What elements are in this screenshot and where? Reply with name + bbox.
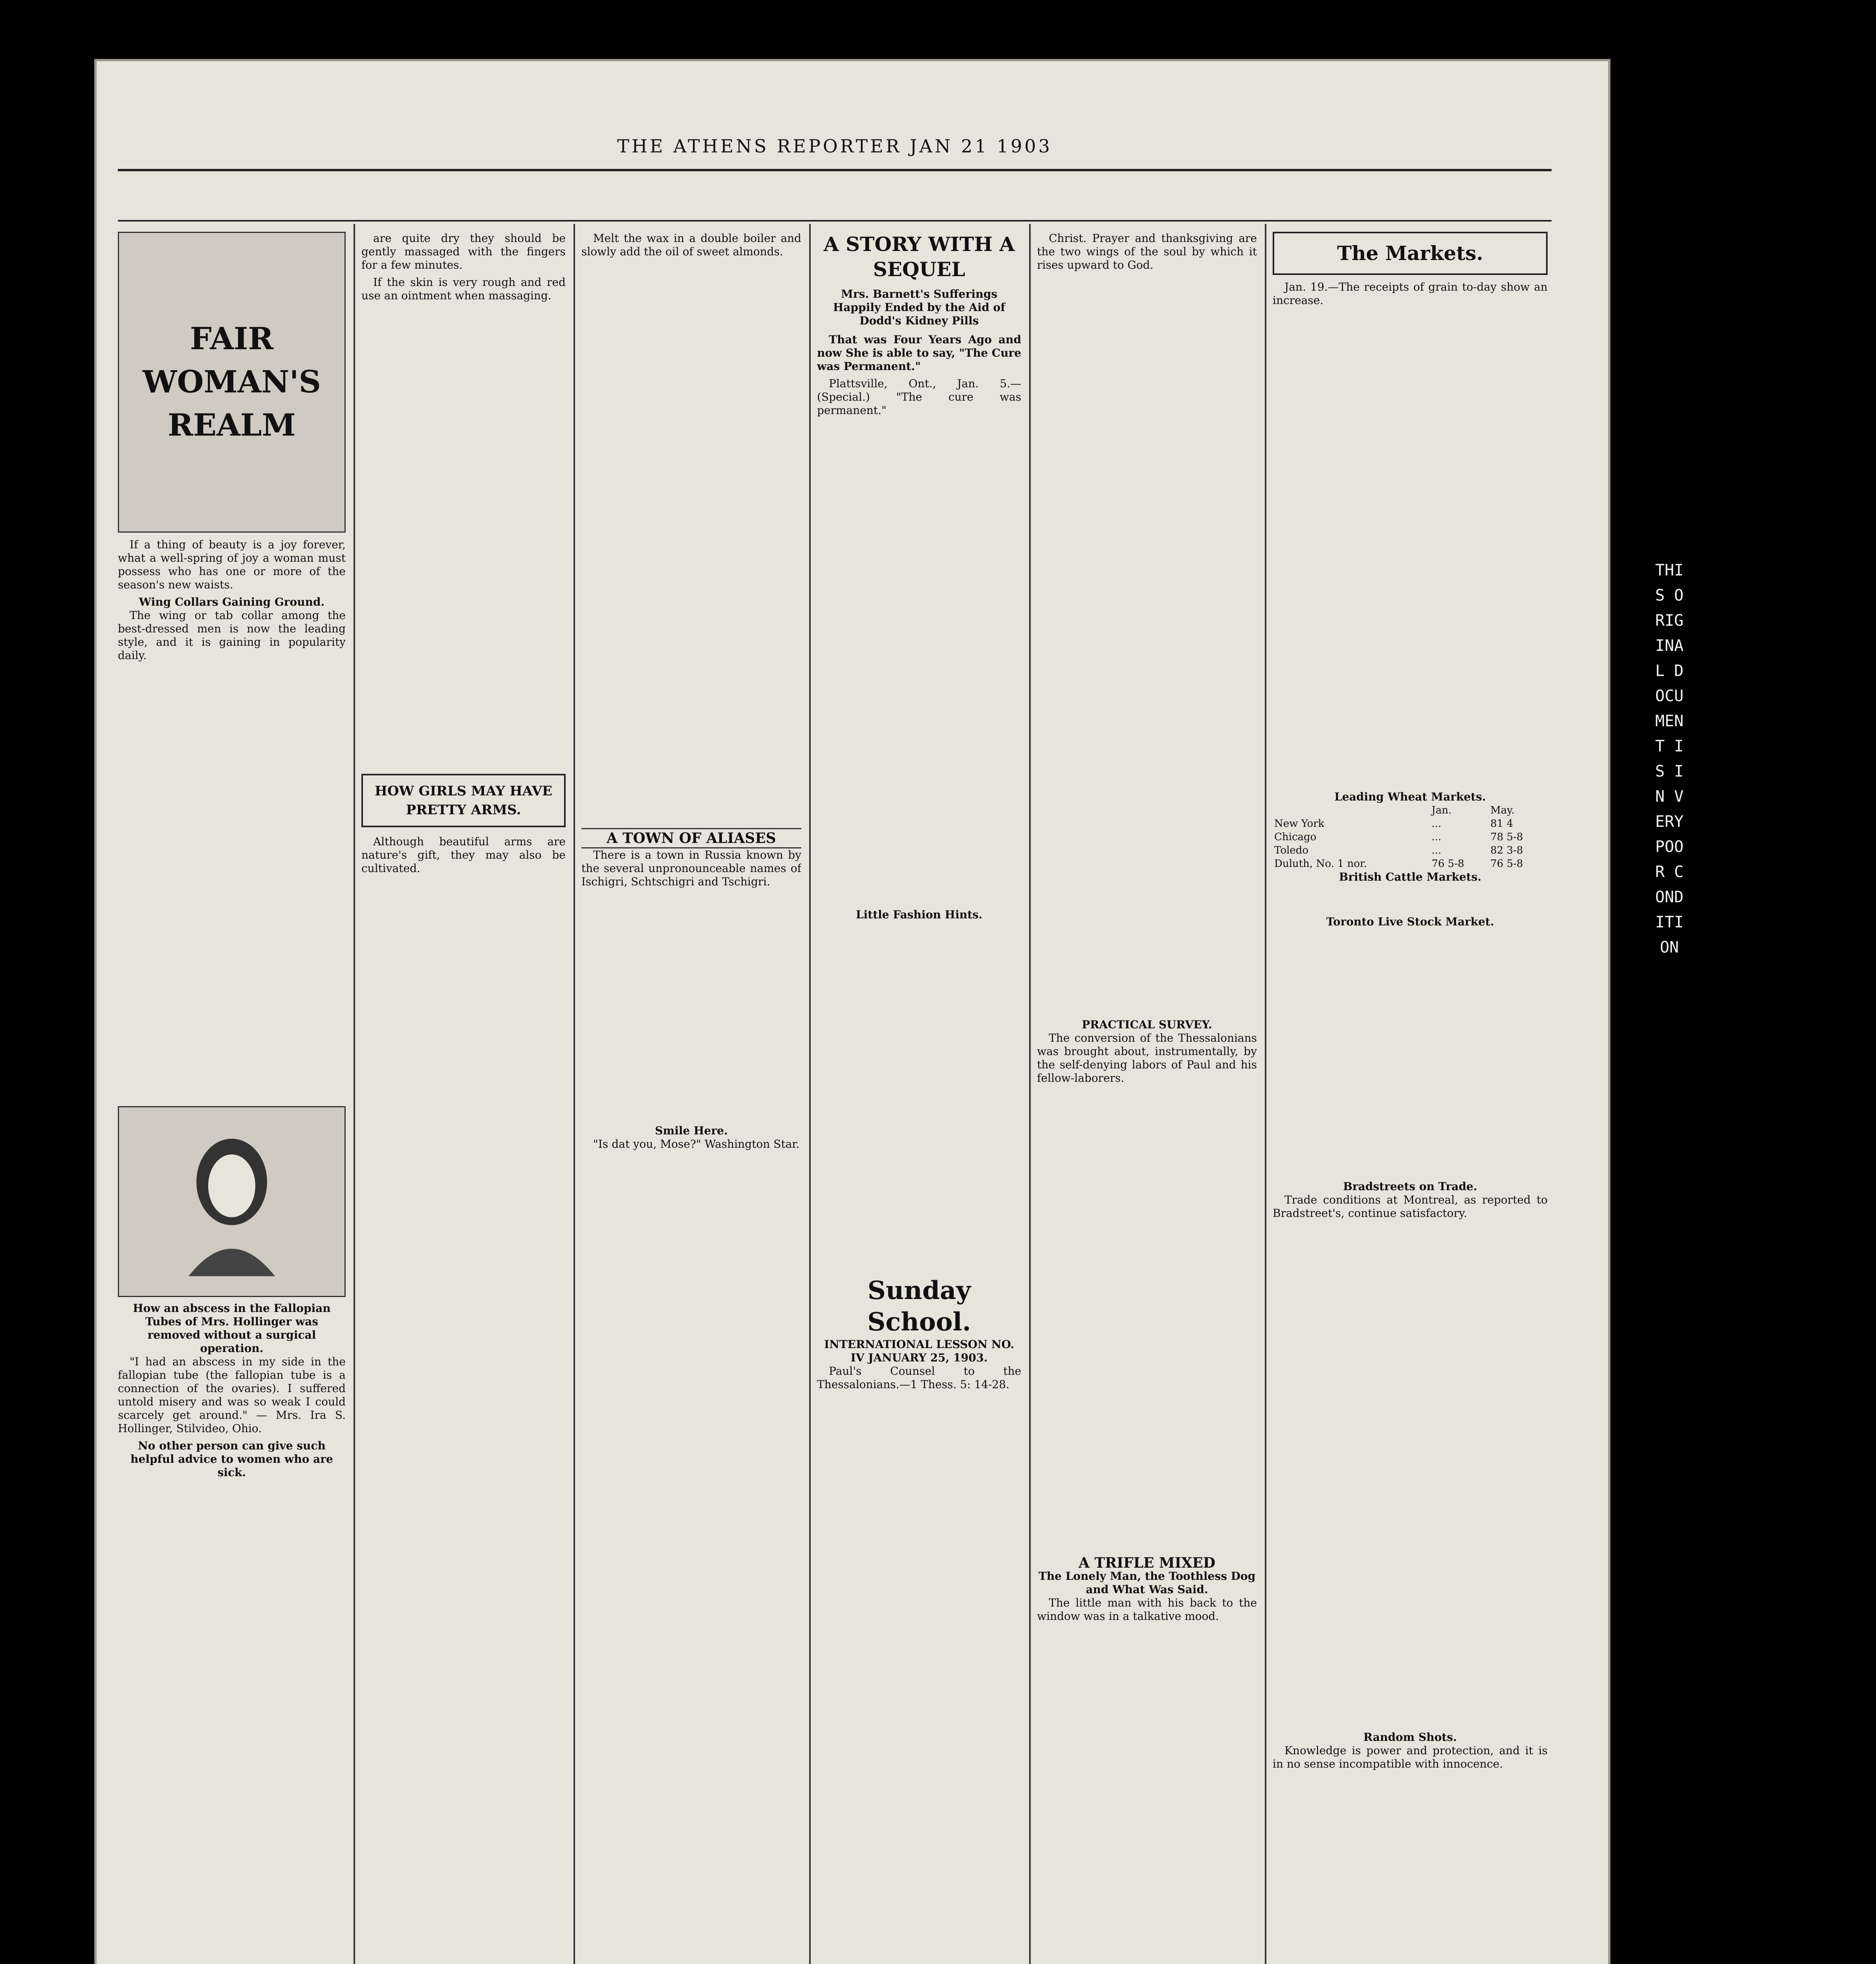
story-with-sequel-heading: A STORY WITH A SEQUEL xyxy=(823,233,1015,281)
table-header-cell xyxy=(1273,804,1430,817)
random-shots-heading: Random Shots. xyxy=(1363,1731,1457,1744)
ointment-paragraph: If the skin is very rough and red use an ointment when massaging. xyxy=(361,276,566,302)
column-sunday-school-continued xyxy=(1037,232,1257,1964)
fair-womans-realm-illustration xyxy=(118,232,346,533)
abscess-ad-body: "I had an abscess in my side in the fallopian tube (the fallopian tube is a connection of the ovaries). I suffered untold misery and was so weak I could scarcely get around." — Mrs. Ira S. Hollinger, Stilvideo, Ohio. xyxy=(118,1355,346,1435)
practical-survey-paragraph: The conversion of the Thessalonians was brought about, instrumentally, by the self-denying labors of Paul and his fellow-laborers. xyxy=(1037,1031,1257,1085)
column-rule xyxy=(809,224,811,1964)
table-header-cell: May. xyxy=(1490,804,1515,816)
table-cell: 81 4 xyxy=(1490,818,1513,830)
abscess-ad-heading: How an abscess in the Fallopian Tubes of Mrs. Hollinger was removed without a surgical operation. xyxy=(133,1302,331,1355)
markets-heading: The Markets. xyxy=(1273,232,1548,275)
woman-portrait-icon xyxy=(173,1127,291,1276)
column-town-of-aliases xyxy=(581,232,801,1964)
masthead-rule xyxy=(118,169,1552,171)
trifle-mixed-heading: A TRIFLE MIXED xyxy=(1078,1555,1216,1571)
intro-paragraph: If a thing of beauty is a joy forever, what a well-spring of joy a woman must possess who has one or more of the season's new waists. xyxy=(118,538,346,591)
story-lead: That was Four Years Ago and now She is able to say, "The Cure was Permanent." xyxy=(817,333,1021,373)
table-cell: 78 5-8 xyxy=(1490,831,1523,843)
lesson-heading: INTERNATIONAL LESSON NO. IV JANUARY 25, 1903. xyxy=(824,1338,1014,1364)
table-row xyxy=(1273,844,1548,857)
random-shots-paragraph: Knowledge is power and protection, and it is in no sense incompatible with innocence. xyxy=(1273,1744,1548,1770)
markets-paragraph: Jan. 19.—The receipts of grain to-day show an increase. xyxy=(1273,280,1548,307)
table-row xyxy=(1273,817,1548,830)
story-paragraph: Plattsville, Ont., Jan. 5.—(Special.) "The cure was permanent." xyxy=(817,377,1021,417)
column-markets xyxy=(1273,232,1548,1964)
table-cell: Chicago xyxy=(1274,831,1317,843)
wing-collars-paragraph: The wing or tab collar among the best-dressed men is now the leading style, and it is gaining in popularity daily. xyxy=(118,609,346,662)
table-cell: Duluth, No. 1 nor. xyxy=(1274,858,1367,870)
pretty-arms-paragraph: Although beautiful arms are nature's gift, they may also be cultivated. xyxy=(361,835,566,875)
masthead-rule-lower xyxy=(118,220,1552,222)
massage-paragraph: are quite dry they should be gently massaged with the fingers for a few minutes. xyxy=(361,232,566,271)
table-cell: Toledo xyxy=(1274,845,1308,856)
table-header-row xyxy=(1273,804,1548,817)
trifle-mixed-deck: The Lonely Man, the Toothless Dog and What Was Said. xyxy=(1038,1570,1256,1596)
table-cell: ... xyxy=(1431,831,1442,843)
prayer-paragraph: Christ. Prayer and thanksgiving are the two wings of the soul by which it rises upward to God. xyxy=(1037,232,1257,271)
story-deck: Mrs. Barnett's Sufferings Happily Ended by the Aid of Dodd's Kidney Pills xyxy=(833,288,1006,327)
abscess-ad-footer: No other person can give such helpful advice to women who are sick. xyxy=(130,1439,333,1479)
lesson-subtitle: Paul's Counsel to the Thessalonians.—1 Thess. 5: 14-28. xyxy=(817,1365,1021,1391)
town-of-aliases-heading: A TOWN OF ALIASES xyxy=(581,828,801,848)
table-header-cell: Jan. xyxy=(1431,804,1452,816)
column-fair-womans-realm xyxy=(118,232,346,1964)
pretty-arms-box: HOW GIRLS MAY HAVE PRETTY ARMS. xyxy=(361,774,566,827)
column-rule xyxy=(1029,224,1031,1964)
table-cell: ... xyxy=(1431,845,1442,856)
table-row xyxy=(1273,830,1548,844)
table-cell: 82 3-8 xyxy=(1490,845,1523,856)
table-cell: New York xyxy=(1274,818,1325,830)
fair-womans-realm-title: FAIR WOMAN'S REALM xyxy=(143,321,321,443)
sunday-school-heading: Sunday School. xyxy=(867,1276,971,1337)
masthead: THE ATHENS REPORTER JAN 21 1903 xyxy=(617,136,1052,157)
trifle-mixed-paragraph: The little man with his back to the window was in a talkative mood. xyxy=(1037,1596,1257,1623)
column-rule xyxy=(1265,224,1266,1964)
fashion-hints-heading: Little Fashion Hints. xyxy=(856,908,983,921)
wheat-markets-table xyxy=(1273,804,1548,870)
toronto-live-stock-heading: Toronto Live Stock Market. xyxy=(1326,915,1494,928)
column-rule xyxy=(354,224,355,1964)
town-of-aliases-paragraph: There is a town in Russia known by the several unpronounceable names of Ischigri, Schtschigri and Tschigri. xyxy=(581,848,801,888)
column-rule xyxy=(573,224,575,1964)
smile-here-heading: Smile Here. xyxy=(655,1124,728,1137)
wax-paragraph: Melt the wax in a double boiler and slowly add the oil of sweet almonds. xyxy=(581,232,801,258)
table-cell: 76 5-8 xyxy=(1431,858,1464,870)
british-cattle-heading: British Cattle Markets. xyxy=(1339,870,1482,883)
portrait-illustration xyxy=(118,1106,346,1297)
column-beauty xyxy=(361,232,566,1964)
practical-survey-heading: PRACTICAL SURVEY. xyxy=(1082,1018,1212,1031)
table-row xyxy=(1273,857,1548,870)
bradstreets-paragraph: Trade conditions at Montreal, as reported to Bradstreet's, continue satisfactory. xyxy=(1273,1193,1548,1220)
smile-here-paragraph: "Is dat you, Mose?" Washington Star. xyxy=(593,1138,800,1151)
wing-collars-heading: Wing Collars Gaining Ground. xyxy=(139,595,325,608)
wheat-markets-heading: Leading Wheat Markets. xyxy=(1334,790,1486,803)
bradstreets-heading: Bradstreets on Trade. xyxy=(1343,1180,1477,1193)
condition-note: THIS ORIGINAL DOCUMENT IS IN VERY POOR CONDITION xyxy=(1655,561,1684,956)
table-cell: ... xyxy=(1431,818,1442,830)
column-story-with-sequel xyxy=(817,232,1021,1964)
table-cell: 76 5-8 xyxy=(1490,858,1523,870)
